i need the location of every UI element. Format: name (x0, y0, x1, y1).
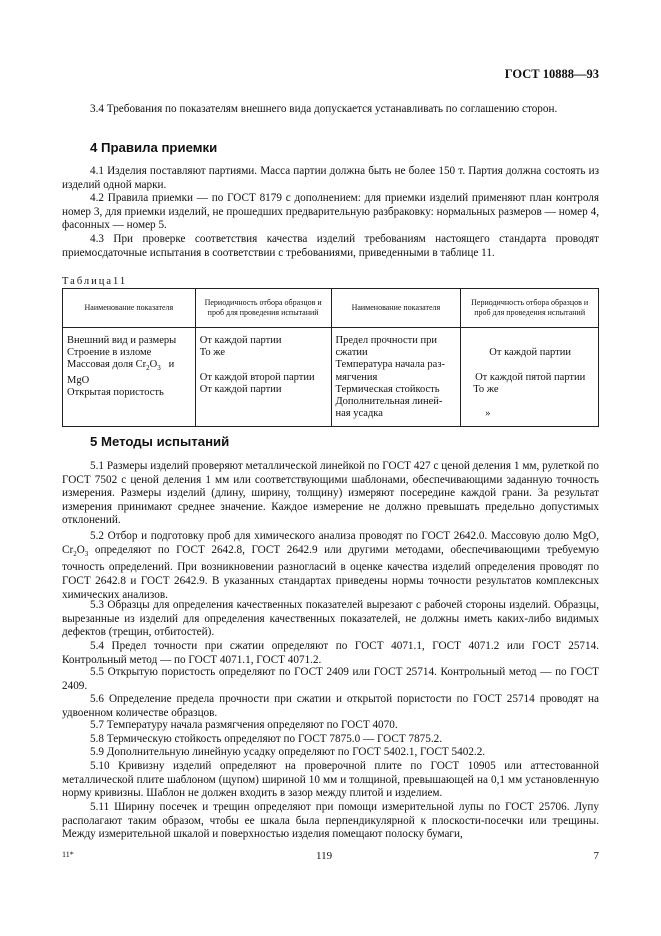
table-cell: От каждой второй партии (199, 371, 315, 383)
para-5-11: 5.11 Ширину посечек и трещин определяют при помощи измерительной лупы по ГОСТ 25706. Лупу располагают таким образом, чтобы ее шкала была перпендикулярной к плоскости-посечки или трещины. Между измерительной шкалой и поверхностью изделия помещают полоску бумаги, (62, 801, 599, 841)
table-cell: MgO (67, 374, 90, 386)
table-cell: От каждой партии (199, 383, 282, 395)
para-4-2: 4.2 Правила приемки — по ГОСТ 8179 с дополнением: для приемки изделий применяют план контроля номер 3, для приемки изделий, не прошедших предварительную разбраковку: нормальных размеров — номер 4, фасонных — номер 5. (62, 192, 599, 232)
section-5-heading: 5 Методы испытаний (90, 434, 230, 449)
para-5-10: 5.10 Кривизну изделий определяют на проверочной плите по ГОСТ 10905 или аттестованной металлической плите шаблоном (щупом) шириной 10 мм и толщиной, превышающей на 0,1 мм установленную норму кривизны. Шаблон не должен входить в зазор между плитой и изделием. (62, 760, 599, 800)
header-name-1: Наименование показателя (63, 289, 196, 328)
page-number: 119 (316, 850, 333, 862)
right-names-cell (331, 328, 461, 427)
section-4-heading: 4 Правила приемки (90, 140, 218, 155)
para-5-1: 5.1 Размеры изделий проверяют металлической линейкой по ГОСТ 427 с ценой деления 1 мм, рулеткой по ГОСТ 7502 с ценой деления 1 мм или соответствующими шаблонами, обеспечивающими заданную точность измерения. Размеры изделий (длину, ширину, толщину) измеряют посередине каждой грани. За результат измерения принимают среднее значение. Каждое измерение не должно превышать предельно допустимых отклонений. (62, 460, 599, 527)
table-cell: ная усадка (335, 408, 383, 420)
table-cell: От каждой пятой партии (475, 371, 586, 383)
table-row (63, 328, 599, 427)
header-name-2: Наименование показателя (331, 289, 461, 328)
table-caption: Таблица11 (62, 276, 128, 287)
table-cell: То же (473, 383, 499, 395)
table-cell: » (485, 408, 491, 420)
left-periods-cell (195, 328, 331, 427)
table-cell: Дополнительная линей- (335, 396, 443, 408)
left-names-cell (63, 328, 196, 427)
table-header-row (63, 289, 599, 328)
para-5-4: 5.4 Предел точности при сжатии определяют по ГОСТ 4071.1, ГОСТ 4071.2 или ГОСТ 25714. Контрольный метод — по ГОСТ 4071.1, ГОСТ 4071.2. (62, 640, 599, 666)
para-3-4: 3.4 Требования по показателям внешнего вида допускается устанавливать по соглашению сторон. (90, 103, 558, 115)
table-cell: От каждой партии (489, 347, 571, 359)
para-5-8: 5.8 Термическую стойкость определяют по ГОСТ 7875.0 — ГОСТ 7875.2. (90, 733, 443, 745)
table-cell: Внешний вид и размеры (67, 335, 177, 346)
table-cell: От каждой партии (199, 335, 282, 346)
table-cell: Открытая пористость (67, 386, 164, 398)
table-cell: Предел прочности при (335, 335, 437, 346)
header-period-2: Периодичность отбора образцов и проб для проведения испытаний (461, 289, 599, 328)
table-cell: Термическая стойкость (335, 383, 440, 395)
table-11 (62, 288, 599, 427)
footer-left-mark: 11* (62, 850, 74, 859)
para-5-2: 5.2 Отбор и подготовку проб для химического анализа проводят по ГОСТ 2642.0. Массовую долю MgO, $Cr_2O_3$ определяют по ГОСТ 2642.8, ГОСТ 2642.9 или другими методами, обеспечивающими требуемую точность определений. При возникновении разногласий в оценке качества изделий определения проводят по ГОСТ 2642.8 и ГОСТ 2642.9. В указанных стандартах приведены нормы точности результатов комплексных химических анализов. (62, 530, 599, 601)
para-5-3: 5.3 Образцы для определения качественных показателей вырезают с рабочей стороны изделий. Образцы, вырезанные из изделий для определения качественных показателей, не должны иметь каких-либо видимых дефектов (трещин, отбитостей). (62, 599, 599, 639)
right-periods-cell (461, 328, 599, 427)
para-5-5: 5.5 Открытую пористость определяют по ГОСТ 2409 или ГОСТ 25714. Контрольный метод — по ГОСТ 2409. (62, 666, 599, 692)
table-cell: Строение в изломе (67, 347, 152, 359)
table-cell: Массовая доля $Cr_2O_3$ и (67, 359, 175, 373)
document-header: ГОСТ 10888—93 (504, 67, 599, 81)
table-cell: мягчения (335, 371, 378, 383)
para-5-6: 5.6 Определение предела прочности при сжатии и открытой пористости по ГОСТ 25714 проводят на удвоенном количестве образцов. (62, 693, 599, 719)
header-period-1: Периодичность отбора образцов и проб для проведения испытаний (195, 289, 331, 328)
para-4-3: 4.3 При проверке соответствия качества изделий требованиям настоящего стандарта проводят приемосдаточные испытания в соответствии с требованиями, приведенными в таблице 11. (62, 233, 599, 259)
table-cell: Температура начала раз- (335, 359, 445, 371)
para-4-1: 4.1 Изделия поставляют партиями. Масса партии должна быть не более 150 т. Партия должна состоять из изделий одной марки. (62, 165, 599, 191)
table-cell: То же (199, 347, 226, 359)
sheet-number: 7 (593, 850, 599, 862)
table-cell: сжатии (335, 347, 368, 359)
para-5-9: 5.9 Дополнительную линейную усадку определяют по ГОСТ 5402.1, ГОСТ 5402.2. (90, 746, 486, 758)
para-5-7: 5.7 Температуру начала размягчения определяют по ГОСТ 4070. (90, 719, 398, 731)
